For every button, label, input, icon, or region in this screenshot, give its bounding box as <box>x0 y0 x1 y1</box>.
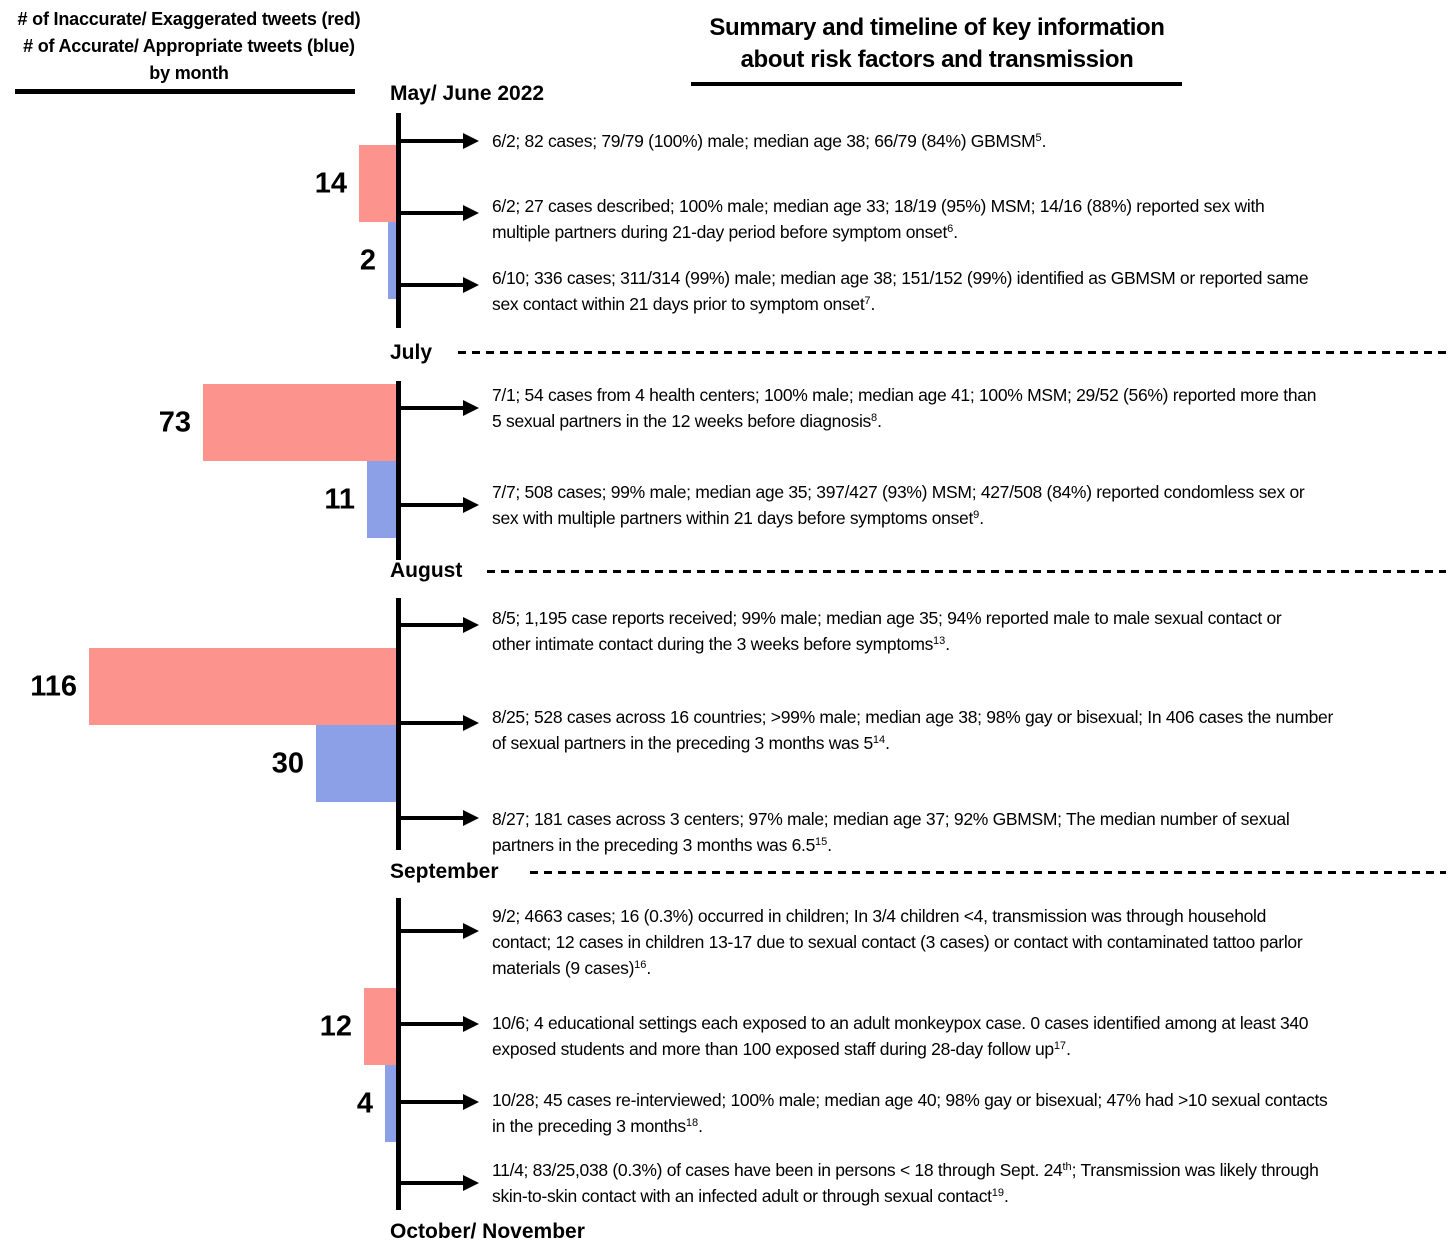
arrow-line <box>401 211 463 215</box>
arrow-line <box>401 1022 463 1026</box>
entry-line <box>492 479 1304 505</box>
entry-text: exposed students and more than 100 exposed staff during 28-day follow up <box>492 1039 1054 1059</box>
reference-superscript: 13 <box>933 635 946 647</box>
arrow-line <box>401 721 463 725</box>
arrow-line <box>401 1100 463 1104</box>
entry-line <box>492 382 1316 408</box>
accurate-tweets-bar-value: 4 <box>356 1087 373 1119</box>
entry-line <box>492 704 1333 730</box>
entry-line <box>492 806 1289 832</box>
entry-text: 6/2; 27 cases described; 100% male; median age 33; 18/19 (95%) MSM; 14/16 (88%) reported sex with <box>492 196 1265 216</box>
arrow-line <box>401 623 463 627</box>
entry-text: contact; 12 cases in children 13-17 due to sexual contact (3 cases) or contact with contaminated tattoo parlor <box>492 932 1303 952</box>
arrow-line <box>401 503 463 507</box>
entry-line <box>492 730 1333 756</box>
arrow-line <box>401 406 463 410</box>
reference-superscript: 6 <box>947 223 954 235</box>
timeline-axis-segment <box>396 898 401 1210</box>
reference-superscript: 5 <box>1035 132 1042 144</box>
timeline-axis-segment <box>396 113 401 328</box>
entry-line <box>492 193 1264 219</box>
timeline-entry <box>492 1157 1319 1209</box>
entry-text: . <box>827 835 832 855</box>
reference-superscript: 18 <box>685 1117 699 1129</box>
entry-line <box>492 903 1302 929</box>
entry-line <box>492 505 1304 531</box>
entry-line <box>492 1010 1308 1036</box>
entry-line <box>492 929 1302 955</box>
entry-text: . <box>953 222 958 242</box>
reference-superscript: 14 <box>872 734 886 746</box>
entry-text: materials (9 cases) <box>492 958 635 978</box>
month-label-july: July <box>390 341 433 364</box>
timeline-entry <box>492 704 1333 756</box>
entry-text: 9/2; 4663 cases; 16 (0.3%) occurred in children; In 3/4 children <4, transmission was through household <box>492 906 1267 926</box>
entry-text: multiple partners during 21-day period before symptom onset <box>492 222 948 242</box>
dashed-separator <box>487 570 1446 573</box>
entry-line <box>492 605 1281 631</box>
entry-text: sex with multiple partners within 21 days before symptoms onset <box>492 508 974 528</box>
accurate-tweets-bar <box>316 725 396 802</box>
inaccurate-tweets-bar-value: 73 <box>158 406 191 438</box>
timeline-entry <box>492 806 1289 858</box>
accurate-tweets-bar-value: 2 <box>359 244 376 276</box>
entry-line <box>492 1183 1319 1209</box>
month-label-august: August <box>390 559 463 582</box>
bar-legend-title-line1: # of Inaccurate/ Exaggerated tweets (red) <box>17 9 361 29</box>
entry-line <box>492 955 1302 981</box>
arrow-head-icon <box>463 617 479 633</box>
reference-superscript: th <box>1062 1161 1072 1173</box>
inaccurate-tweets-bar <box>89 648 396 725</box>
timeline-entry <box>492 1010 1308 1062</box>
timeline-entry <box>492 479 1304 531</box>
entry-text: . <box>698 1116 703 1136</box>
entry-text: . <box>1003 1186 1009 1206</box>
entry-text: other intimate contact during the 3 weeks before symptoms <box>492 634 934 654</box>
inaccurate-tweets-bar-value: 14 <box>314 167 347 199</box>
timeline-entry <box>492 128 1046 154</box>
arrow-head-icon <box>463 1175 479 1191</box>
entry-text: . <box>877 411 882 431</box>
entry-line <box>492 128 1046 154</box>
arrow-head-icon <box>463 205 479 221</box>
accurate-tweets-bar <box>385 1065 396 1142</box>
arrow-head-icon <box>463 133 479 149</box>
entry-text: . <box>870 294 876 314</box>
entry-line <box>492 265 1308 291</box>
inaccurate-tweets-bar <box>364 988 396 1065</box>
entry-text: . <box>646 958 651 978</box>
entry-text: . <box>945 634 950 654</box>
summary-column-underline <box>691 82 1182 86</box>
entry-text: 8/5; 1,195 case reports received; 99% male; median age 35; 94% reported male to male sexual contact or <box>492 608 1282 628</box>
entry-text: . <box>979 508 984 528</box>
bar-legend-title-line2: # of Accurate/ Appropriate tweets (blue) <box>23 36 355 56</box>
entry-text: 7/7; 508 cases; 99% male; median age 35; 397/427 (93%) MSM; 427/508 (84%) reported condomless sex or <box>492 482 1305 502</box>
entry-text: 6/10; 336 cases; 311/314 (99%) male; median age 38; 151/152 (99%) identified as GBMSM or reported same <box>492 268 1309 288</box>
arrow-head-icon <box>463 715 479 731</box>
entry-line <box>492 631 1281 657</box>
arrow-head-icon <box>463 1016 479 1032</box>
dashed-separator <box>530 871 1446 874</box>
arrow-head-icon <box>463 400 479 416</box>
entry-text: . <box>885 733 890 753</box>
entry-line <box>492 1157 1319 1183</box>
arrow-line <box>401 1181 463 1185</box>
bar-legend-underline <box>15 89 355 94</box>
entry-text: 7/1; 54 cases from 4 health centers; 100% male; median age 41; 100% MSM; 29/52 (56%) reported more than <box>492 385 1317 405</box>
accurate-tweets-bar-value: 30 <box>271 747 304 779</box>
reference-superscript: 19 <box>991 1187 1004 1199</box>
inaccurate-tweets-bar-value: 116 <box>30 670 77 702</box>
entry-text: 10/28; 45 cases re-interviewed; 100% male; median age 40; 98% gay or bisexual; 47% had >10 sexual contacts <box>492 1090 1328 1110</box>
arrow-head-icon <box>463 923 479 939</box>
timeline-entry <box>492 1087 1327 1139</box>
summary-column-title <box>659 12 1215 76</box>
accurate-tweets-bar <box>388 222 396 299</box>
entry-text: 8/27; 181 cases across 3 centers; 97% male; median age 37; 92% GBMSM; The median number of sexual <box>492 809 1290 829</box>
timeline-entry <box>492 605 1281 657</box>
entry-text: 6/2; 82 cases; 79/79 (100%) male; median age 38; 66/79 (84%) GBMSM <box>492 131 1036 151</box>
accurate-tweets-bar <box>367 461 396 538</box>
entry-line <box>492 219 1264 245</box>
timeline-entry <box>492 382 1316 434</box>
entry-text: 11/4; 83/25,038 (0.3%) of cases have been in persons < 18 through Sept. 24 <box>492 1160 1063 1180</box>
entry-line <box>492 291 1308 317</box>
arrow-head-icon <box>463 1094 479 1110</box>
entry-text: partners in the preceding 3 months was 6.5 <box>492 835 816 855</box>
arrow-head-icon <box>463 497 479 513</box>
inaccurate-tweets-bar-value: 12 <box>319 1010 352 1042</box>
timeline-entry <box>492 265 1308 317</box>
entry-text: in the preceding 3 months <box>492 1116 686 1136</box>
bar-legend-title <box>8 6 370 87</box>
inaccurate-tweets-bar <box>359 145 396 222</box>
arrow-line <box>401 139 463 143</box>
bar-legend-title-line3: by month <box>149 63 229 83</box>
arrow-line <box>401 283 463 287</box>
entry-line <box>492 1113 1327 1139</box>
entry-line <box>492 408 1316 434</box>
entry-text: sex contact within 21 days prior to symptom onset <box>492 294 865 314</box>
entry-line <box>492 832 1289 858</box>
reference-superscript: 9 <box>973 509 980 521</box>
accurate-tweets-bar-value: 11 <box>324 483 355 515</box>
arrow-head-icon <box>463 277 479 293</box>
month-label-october-november: October/ November <box>390 1220 585 1243</box>
timeline-entry <box>492 903 1302 981</box>
entry-text: ; Transmission was likely through <box>1071 1160 1319 1180</box>
entry-text: of sexual partners in the preceding 3 months was 5 <box>492 733 873 753</box>
month-label-september: September <box>390 860 499 883</box>
summary-column-title-line2: about risk factors and transmission <box>740 46 1134 73</box>
summary-column-title-line1: Summary and timeline of key information <box>709 14 1165 41</box>
arrow-line <box>401 816 463 820</box>
reference-superscript: 15 <box>815 836 828 848</box>
reference-superscript: 7 <box>864 295 871 307</box>
arrow-line <box>401 929 463 933</box>
arrow-head-icon <box>463 810 479 826</box>
dashed-separator <box>458 351 1446 354</box>
entry-text: . <box>1041 131 1047 151</box>
entry-line <box>492 1087 1327 1113</box>
entry-text: 8/25; 528 cases across 16 countries; >99% male; median age 38; 98% gay or bisexual; In 406 cases the number <box>492 707 1333 727</box>
inaccurate-tweets-bar <box>203 384 396 461</box>
month-label-may-june-2022: May/ June 2022 <box>390 82 545 105</box>
reference-superscript: 16 <box>634 959 647 971</box>
entry-text: 5 sexual partners in the 12 weeks before diagnosis <box>492 411 871 431</box>
reference-superscript: 17 <box>1053 1040 1067 1052</box>
entry-text: skin-to-skin contact with an infected adult or through sexual contact <box>492 1186 992 1206</box>
reference-superscript: 8 <box>871 412 878 424</box>
timeline-entry <box>492 193 1264 245</box>
entry-line <box>492 1036 1308 1062</box>
entry-text: . <box>1066 1039 1071 1059</box>
entry-text: 10/6; 4 educational settings each exposed to an adult monkeypox case. 0 cases identified among at least 340 <box>492 1013 1309 1033</box>
